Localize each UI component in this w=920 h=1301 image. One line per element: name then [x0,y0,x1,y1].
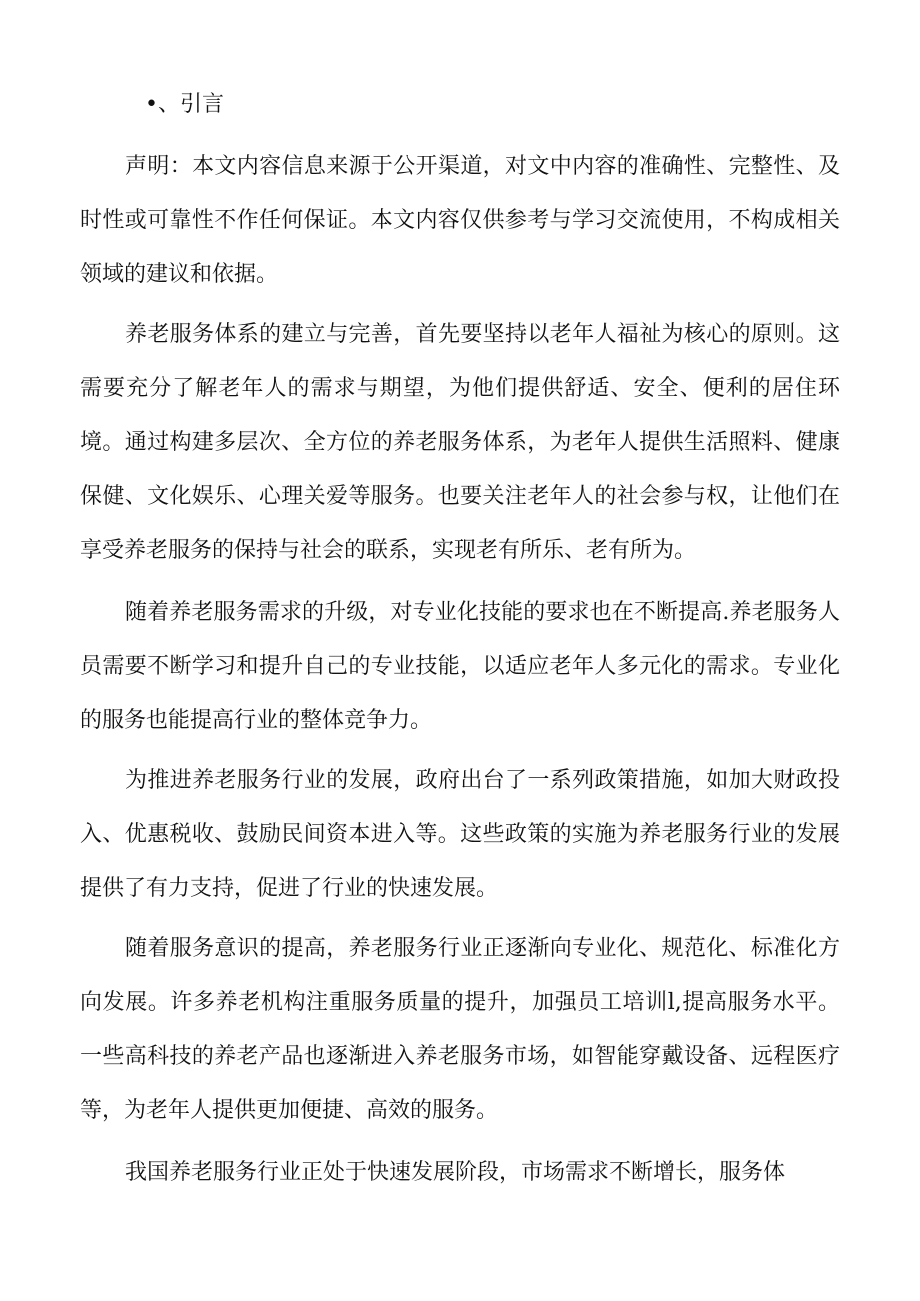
section-heading: •、引言 [145,92,224,117]
body-paragraph: 随着养老服务需求的升级，对专业化技能的要求也在不断提高.养老服务人员需要不断学习和提升自己的专业技能，以适应老年人多元化的需求。专业化的服务也能提高行业的整体竞争力。 [80,600,840,733]
body-paragraph: 我国养老服务行业正处于快速发展阶段，市场需求不断增长，服务体 [125,1160,786,1185]
body-paragraph: 养老服务体系的建立与完善，首先要坚持以老年人福祉为核心的原则。这需要充分了解老年人的需求与期望，为他们提供舒适、安全、便利的居住环境。通过构建多层次、全方位的养老服务体系，为老年人提供生活照料、健康保健、文化娱乐、心理关爱等服务。也要关注老年人的社会参与权，让他们在享受养老服务的保持与社会的联系，实现老有所乐、老有所为。 [80,322,840,563]
disclaimer-paragraph: 声明：本文内容信息来源于公开渠道，对文中内容的准确性、完整性、及时性或可靠性不作任何保证。本文内容仅供参考与学习交流使用，不构成相关领域的建议和依据。 [80,154,840,287]
body-paragraph: 为推进养老服务行业的发展，政府出台了一系列政策措施，如加大财政投入、优惠税收、鼓励民间资本进入等。这些政策的实施为养老服务行业的发展提供了有力支持，促进了行业的快速发展。 [80,768,840,901]
body-paragraph: 随着服务意识的提高，养老服务行业正逐渐向专业化、规范化、标准化方向发展。许多养老机构注重服务质量的提升，加强员工培训l,提高服务水平。一些高科技的养老产品也逐渐进入养老服务市场，如智能穿戴设备、远程医疗等，为老年人提供更加便捷、高效的服务。 [80,936,840,1123]
